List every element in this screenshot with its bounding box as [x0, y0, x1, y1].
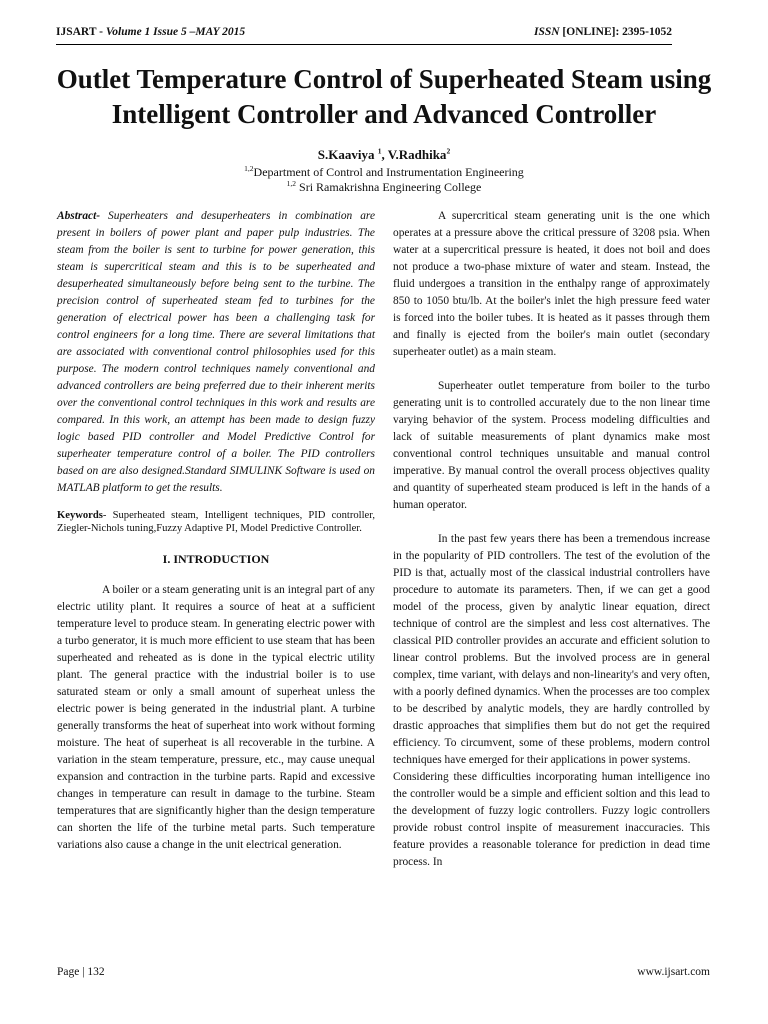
abstract-text: Superheaters and desuperheaters in combination are present in boilers of power plant and paper pulp industries. The steam from the boiler is sent to turbine for power generation, this steam is supercritical steam and this is to be superheated and desuperheated simultaneously before being sent to the turbine. The precision control of superheated steam fed to turbines for the generation of electrical power has been a challenging task for control engineers for a long time. There are several limitations that are associated with conventional control philosophies used for this purpose. The modern control techniques namely conventional and advanced controllers are being preferred due to their inherent merits over the conventional control techniques in this work and results are compared. In this work, an attempt has been made to design fuzzy logic based PID controller and Model Predictive Control for superheater temperature control of a boiler. The PID controllers based on are also designed.Standard SIMULINK Software is used on MATLAB platform to get the results.: [57, 210, 375, 494]
paragraph-superheater-outlet: Superheater outlet temperature from boiler to the turbo generating unit is to controlled accurately due to the non linear time varying behavior of the system. Process modeling difficulties and lack of suitable measurements of plant dynamics make most conventional control techniques unsuitable and manual control imperative. By manual control the overall process objectives quality and quantity of superheated steam produced is left in the hands of a human operator.: [393, 380, 710, 511]
volume-issue: Volume 1 Issue 5 –MAY 2015: [105, 26, 246, 38]
intro-paragraph: A boiler or a steam generating unit is an integral part of any electric utility plant. It requires a source of heat at a sufficient temperature level to produce steam. In generating electric power with a turbo generator, it is much more efficient to use steam that has been superheated and reheated as is done in the typical electric utility plant. The general practice with the industrial boiler is to use saturated steam or only a small amount of superheat unless the electric power is being generated in the industrial plant. A turbine generally transforms the heat of superheat into work without forming moisture. The heat of superheat is all recoverable in the turbine. A variation in the steam temperature, pressure, etc., may cause unequal expansion and contraction in the turbine parts. Rapid and excessive changes in temperature can result in damage to the turbine. Steam temperatures that are significantly higher than the design temperature can shorten the life of the turbine metal parts. Such temperature variations also cause a change in the unit electrical generation.: [57, 584, 375, 851]
paper-title: Outlet Temperature Control of Superheated Steam using Intelligent Controller and Advanced Controller: [56, 64, 712, 129]
keywords-label: Keywords: [57, 510, 103, 521]
running-header: [56, 26, 672, 44]
journal-info: IJSART - Volume 1 Issue 5 –MAY 2015: [56, 26, 246, 38]
paragraph-fuzzy-logic: Considering these difficulties incorporating human intelligence ino the controller would be a simple and efficient soltion and this lead to the development of fuzzy logic controllers. Fuzzy logic controllers provide robust control inspite of measurement inaccuracies. This feature provides a reasonable tolerance for prediction in dead time process. In: [393, 771, 710, 868]
section-heading-introduction: I. INTRODUCTION: [162, 552, 270, 566]
journal-url[interactable]: www.ijsart.com: [637, 966, 710, 978]
page-number: Page | 132: [57, 966, 105, 978]
abstract: [57, 208, 375, 497]
paragraph-supercritical: A supercritical steam generating unit is the one which operates at a pressure above the critical pressure of 3208 psia. When water at a supercritical pressure is heated, it does not boil and does not produce a two-phase mixture of water and steam. Instead, the fluid undergoes a transition in the enthalpy range of approximately 850 to 1050 btu/lb. At the boiler's inlet the high pressure feed water is forced into the boiler tubes. It is heated as it passes through them and finally is ejected from the boiler's main outlet (secondary superheater outlet) as a main steam.: [393, 210, 710, 358]
header-rule: [56, 44, 672, 45]
keywords-text: - Superheated steam, Intelligent techniques, PID controller, Ziegler-Nichols tuning,Fuzzy Adaptive PI, Model Predictive Controller.: [57, 510, 375, 534]
issn: ISSN [ONLINE]: 2395-1052: [533, 26, 672, 38]
author-2: V.Radhika: [387, 147, 447, 162]
author-1: S.Kaaviya: [317, 147, 375, 162]
abstract-label: Abstract-: [57, 210, 101, 222]
affiliation-college: $^{1,2}$ Sri Ramakrishna Engineering College: [286, 179, 482, 194]
paragraph-pid-popularity: In the past few years there has been a tremendous increase in the popularity of PID controllers. The test of the evolution of the PID is that, actually most of the classical industrial controllers have procedure to automate its parameters. Then, if we can get a good model of the process, given by analytic linear equation, direct technique of control are the simplest and less cost alternatives. The classical PID controller provides an accurate and efficient solution to linear control problems. But the involved process are in general complex, time variant, with delays and non-linearity's and very often, with a poorly defined dynamics. When the processes are too complex to be described by analytic models, they are hardly controlled by drastic approaches that simplifies them but do not get the required efficiency. To circumvent, some of these problems, modern control techniques have emerged for their applications in power systems.: [393, 533, 710, 766]
keywords: [57, 509, 375, 535]
authors: S.Kaaviya $^1$, V.Radhika$^2$: [317, 146, 451, 162]
affiliation-department: $^{1,2}$Department of Control and Instrumentation Engineering: [244, 164, 524, 179]
journal-name: IJSART: [56, 26, 97, 38]
right-column: [393, 208, 710, 871]
left-column: [57, 208, 375, 854]
